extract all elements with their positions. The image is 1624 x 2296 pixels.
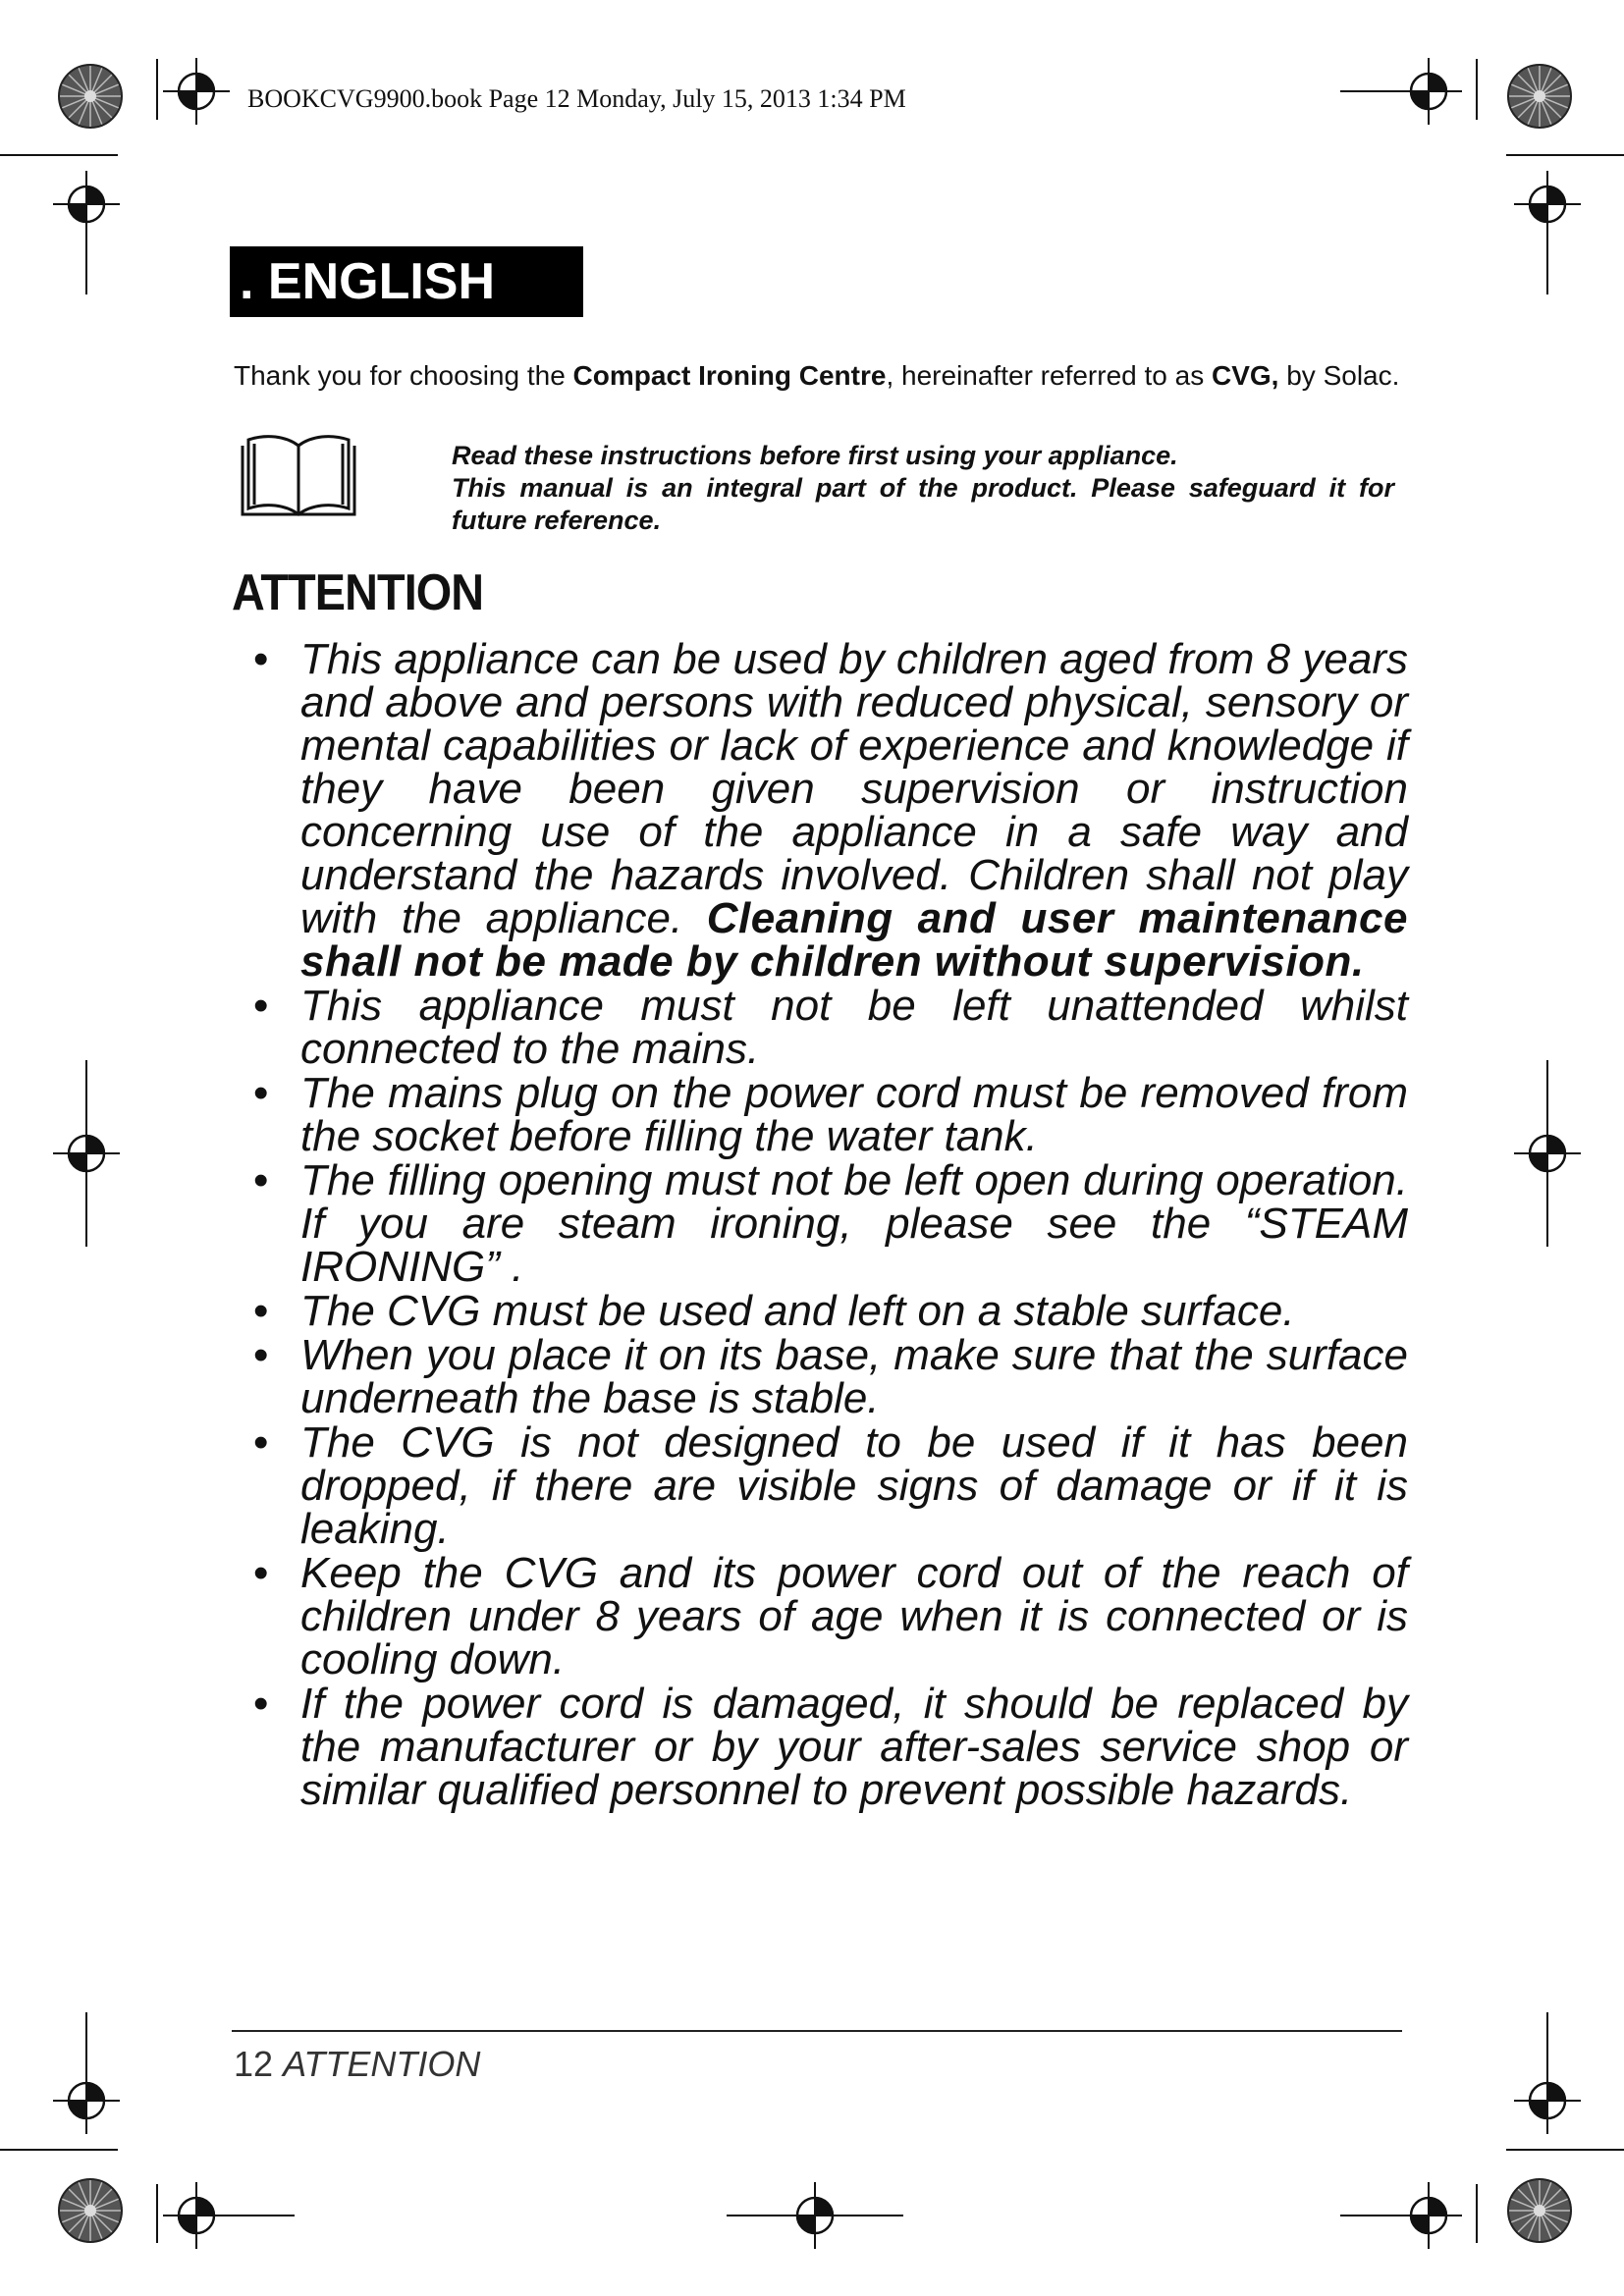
footer-divider: [232, 2030, 1402, 2032]
read-note-line-1: Read these instructions before first using your appliance.: [452, 441, 1178, 470]
intro-suffix: by Solac.: [1278, 360, 1400, 391]
warning-text: This appliance can be used by children aged from 8 years and above and persons with reduced physical, sensory or mental capabilities or lack of experience and knowledge if they have been given supervision or instruction concerning use of the appliance in a safe way and understand the hazards involved. Children shall not play with the appliance.: [300, 635, 1408, 942]
color-wheel-icon: [59, 2179, 122, 2242]
page-number: 12: [234, 2044, 274, 2084]
warning-item: [251, 1682, 1408, 1812]
registration-mark-icon: [53, 171, 120, 238]
color-wheel-icon: [1508, 65, 1571, 128]
warning-item: [251, 1156, 1408, 1291]
bullet-icon: •: [253, 1418, 269, 1467]
intro-prefix: Thank you for choosing the: [234, 360, 573, 391]
bullet-icon: •: [253, 1287, 269, 1335]
bullet-icon: •: [253, 1680, 269, 1728]
product-name: Compact Ironing Centre: [572, 360, 887, 391]
bullet-icon: •: [253, 1156, 269, 1204]
registration-mark-icon: [1514, 171, 1581, 238]
intro-mid: , hereinafter referred to as: [886, 360, 1212, 391]
warning-text: The mains plug on the power cord must be removed from the socket before filling the water tank.: [300, 1069, 1408, 1160]
warning-emphasis: Cleaning and user maintenance shall not be made by children without supervision.: [300, 894, 1408, 986]
warning-text: Keep the CVG and its power cord out of the reach of children under 8 years of age when it is connected or is cooling down.: [300, 1549, 1408, 1683]
registration-mark-icon: [53, 1120, 120, 1187]
warning-text: The CVG must be used and left on a stable surface.: [300, 1287, 1295, 1335]
language-heading: . ENGLISH: [230, 246, 583, 317]
product-abbreviation: CVG,: [1211, 360, 1279, 391]
print-header: BOOKCVG9900.book Page 12 Monday, July 15, 2013 1:34 PM: [247, 84, 906, 113]
registration-mark-icon: [163, 58, 230, 125]
registration-mark-icon: [1514, 1120, 1581, 1187]
warning-text: When you place it on its base, make sure that the surface underneath the base is stable.: [300, 1331, 1408, 1422]
bullet-icon: •: [253, 635, 269, 683]
warning-text: The CVG is not designed to be used if it has been dropped, if there are visible signs of damage or if it is leaking.: [300, 1418, 1408, 1553]
registration-mark-icon: [1514, 2067, 1581, 2134]
bullet-icon: •: [253, 1549, 269, 1597]
warning-item: [251, 1287, 1408, 1335]
intro-paragraph: [234, 359, 1402, 392]
warnings-list: [251, 635, 1408, 1814]
warning-item: [251, 1418, 1408, 1553]
color-wheel-icon: [1508, 2179, 1571, 2242]
open-book-icon: [239, 432, 358, 522]
warning-item: [251, 635, 1408, 986]
warning-text: This appliance must not be left unattended whilst connected to the mains.: [300, 982, 1408, 1073]
warning-text: If the power cord is damaged, it should be replaced by the manufacturer or by your after-sales service shop or similar qualified personnel to prevent possible hazards.: [300, 1680, 1408, 1814]
warning-item: [251, 982, 1408, 1073]
warning-item: [251, 1549, 1408, 1683]
registration-mark-icon: [163, 2182, 230, 2249]
section-title: ATTENTION: [232, 564, 484, 621]
registration-mark-icon: [782, 2182, 848, 2249]
registration-mark-icon: [1395, 58, 1462, 125]
bullet-icon: •: [253, 1331, 269, 1379]
registration-mark-icon: [1395, 2182, 1462, 2249]
registration-mark-icon: [53, 2067, 120, 2134]
warning-item: [251, 1331, 1408, 1422]
warning-item: [251, 1069, 1408, 1160]
read-instructions-note: [452, 440, 1394, 537]
bullet-icon: •: [253, 982, 269, 1030]
color-wheel-icon: [59, 65, 122, 128]
bullet-icon: •: [253, 1069, 269, 1117]
footer-section: ATTENTION: [283, 2044, 481, 2084]
page-footer: [234, 2044, 480, 2085]
read-note-line-2: This manual is an integral part of the product. Please safeguard it for future reference.: [452, 473, 1394, 535]
warning-text: The filling opening must not be left open during operation. If you are steam ironing, please see the “STEAM IRONING” .: [300, 1156, 1408, 1291]
